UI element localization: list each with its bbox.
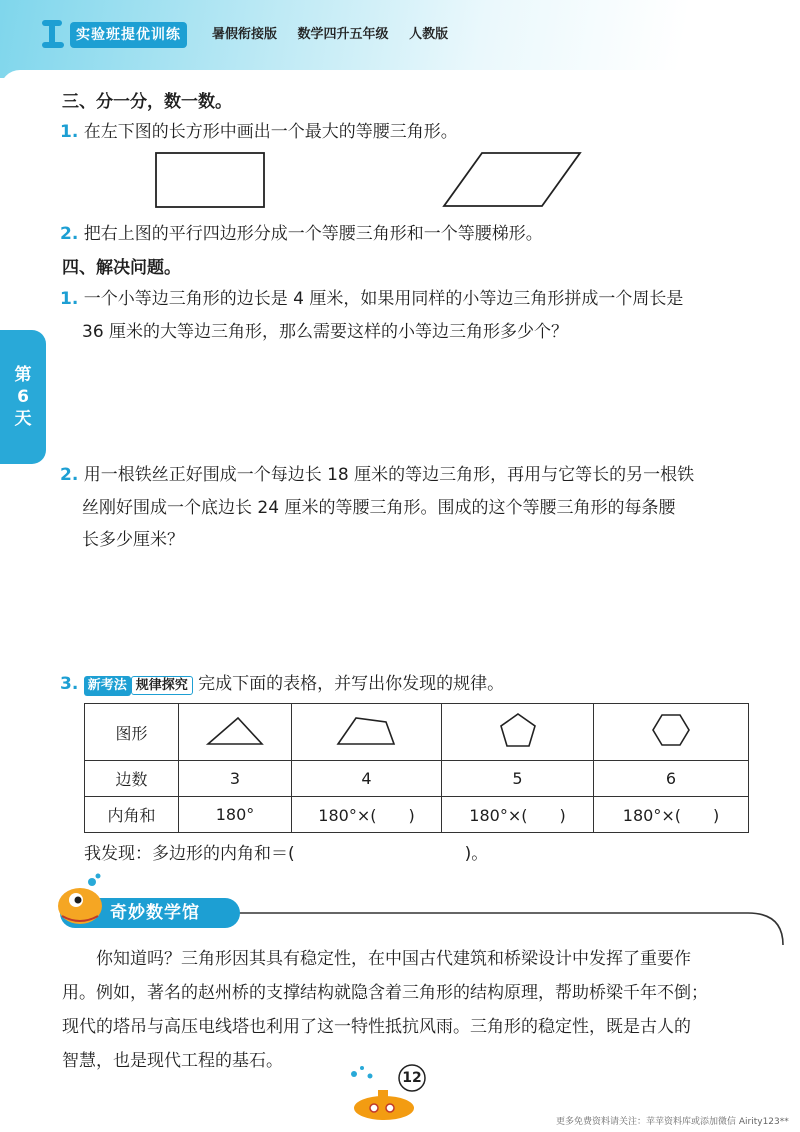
publisher-label: 人教版	[409, 27, 449, 42]
side-tab-line2: 6	[17, 387, 29, 407]
table-row	[85, 704, 749, 761]
fun-line3: 现代的塔吊与高压电线塔也利用了这一特性抵抗风雨。三角形的稳定性，既是古人的	[62, 1017, 691, 1037]
fun-paragraph	[62, 942, 762, 1078]
sides-value: 3	[179, 761, 292, 797]
side-tab-line3: 天	[14, 409, 32, 429]
section3-q2-text: 把右上图的平行四边形分成一个等腰三角形和一个等腰梯形。	[83, 224, 543, 244]
sides-value: 6	[594, 761, 749, 797]
pentagon-icon	[493, 710, 543, 750]
section4-q1-line2: 36 厘米的大等边三角形，那么需要这样的小等边三角形多少个？	[82, 322, 569, 342]
header-curve	[0, 70, 800, 90]
quadrilateral-cell	[292, 704, 442, 761]
section4-q3	[60, 672, 504, 696]
angle-sum-input[interactable]: 180°×( )	[442, 797, 594, 833]
row-label-sides: 边数	[85, 761, 179, 797]
table-row	[85, 797, 749, 833]
angle-sum-input[interactable]: 180°×( )	[292, 797, 442, 833]
section3-q1-number: 1.	[60, 122, 79, 142]
brand-title: 实验班提优训练	[70, 22, 187, 48]
subject-label: 数学四升五年级	[297, 27, 389, 42]
row-label-angle-sum: 内角和	[85, 797, 179, 833]
hexagon-cell	[594, 704, 749, 761]
sides-value: 4	[292, 761, 442, 797]
section4-title: 四、解决问题。	[62, 258, 181, 278]
triangle-cell	[179, 704, 292, 761]
section4-q3-text: 完成下面的表格，并写出你发现的规律。	[198, 674, 505, 694]
rectangle-figure[interactable]	[156, 153, 264, 207]
page-number: 12	[402, 1070, 422, 1086]
section4-q2-number: 2.	[60, 465, 79, 485]
figures	[150, 148, 590, 212]
section3-q2-number: 2.	[60, 224, 79, 244]
section4-q2-line2: 丝刚好围成一个底边长 24 厘米的等腰三角形。围成的这个等腰三角形的每条腰	[82, 498, 676, 518]
section4-q2-text1: 用一根铁丝正好围成一个每边长 18 厘米的等边三角形，再用与它等长的另一根铁	[83, 465, 695, 485]
fun-line4: 智慧，也是现代工程的基石。	[62, 1051, 283, 1071]
section3-q1-text: 在左下图的长方形中画出一个最大的等腰三角形。	[83, 122, 458, 142]
logo-icon	[40, 16, 66, 50]
fun-line1: 你知道吗？三角形因其具有稳定性，在中国古代建筑和桥梁设计中发挥了重要作	[96, 949, 691, 969]
discovery-line[interactable]: 我发现：多边形的内角和＝( )。	[84, 844, 489, 864]
angle-sum-value: 180°	[179, 797, 292, 833]
fun-math-banner: 奇妙数学馆	[60, 898, 240, 928]
section4-q2-line1	[60, 463, 694, 487]
angle-sum-input[interactable]: 180°×( )	[594, 797, 749, 833]
sides-value: 5	[442, 761, 594, 797]
section3-title: 三、分一分，数一数。	[62, 92, 232, 112]
hexagon-icon	[646, 710, 696, 750]
section4-q1-line1	[60, 287, 683, 311]
fun-line2: 用。例如，著名的赵州桥的支撑结构就隐含着三角形的结构原理，帮助桥梁千年不倒；	[62, 983, 708, 1003]
day-side-tab	[0, 330, 46, 464]
table-row	[85, 761, 749, 797]
section4-q2-line3: 长多少厘米？	[82, 530, 184, 550]
pentagon-cell	[442, 704, 594, 761]
section3-q1	[60, 120, 458, 144]
fish-mascot-icon	[52, 872, 108, 932]
edition-label: 暑假衔接版	[212, 27, 278, 42]
section4-q3-number: 3.	[60, 674, 79, 694]
triangle-icon	[200, 710, 270, 750]
submarine-icon	[340, 1064, 450, 1124]
section3-q2	[60, 222, 543, 246]
new-method-badge: 新考法	[84, 676, 131, 696]
section4-q1-text1: 一个小等边三角形的边长是 4 厘米，如果用同样的小等边三角形拼成一个周长是	[83, 289, 684, 309]
section4-q1-number: 1.	[60, 289, 79, 309]
rule-explore-badge: 规律探究	[131, 676, 193, 695]
parallelogram-figure[interactable]	[444, 153, 580, 206]
polygon-table	[84, 703, 749, 833]
side-tab-line1: 第	[14, 365, 32, 385]
row-label-shape: 图形	[85, 704, 179, 761]
quadrilateral-icon	[332, 710, 402, 750]
header-info	[212, 22, 464, 48]
footer-note: 更多免费资料请关注：苹苹资料库或添加微信 Airity123**	[556, 1117, 789, 1127]
